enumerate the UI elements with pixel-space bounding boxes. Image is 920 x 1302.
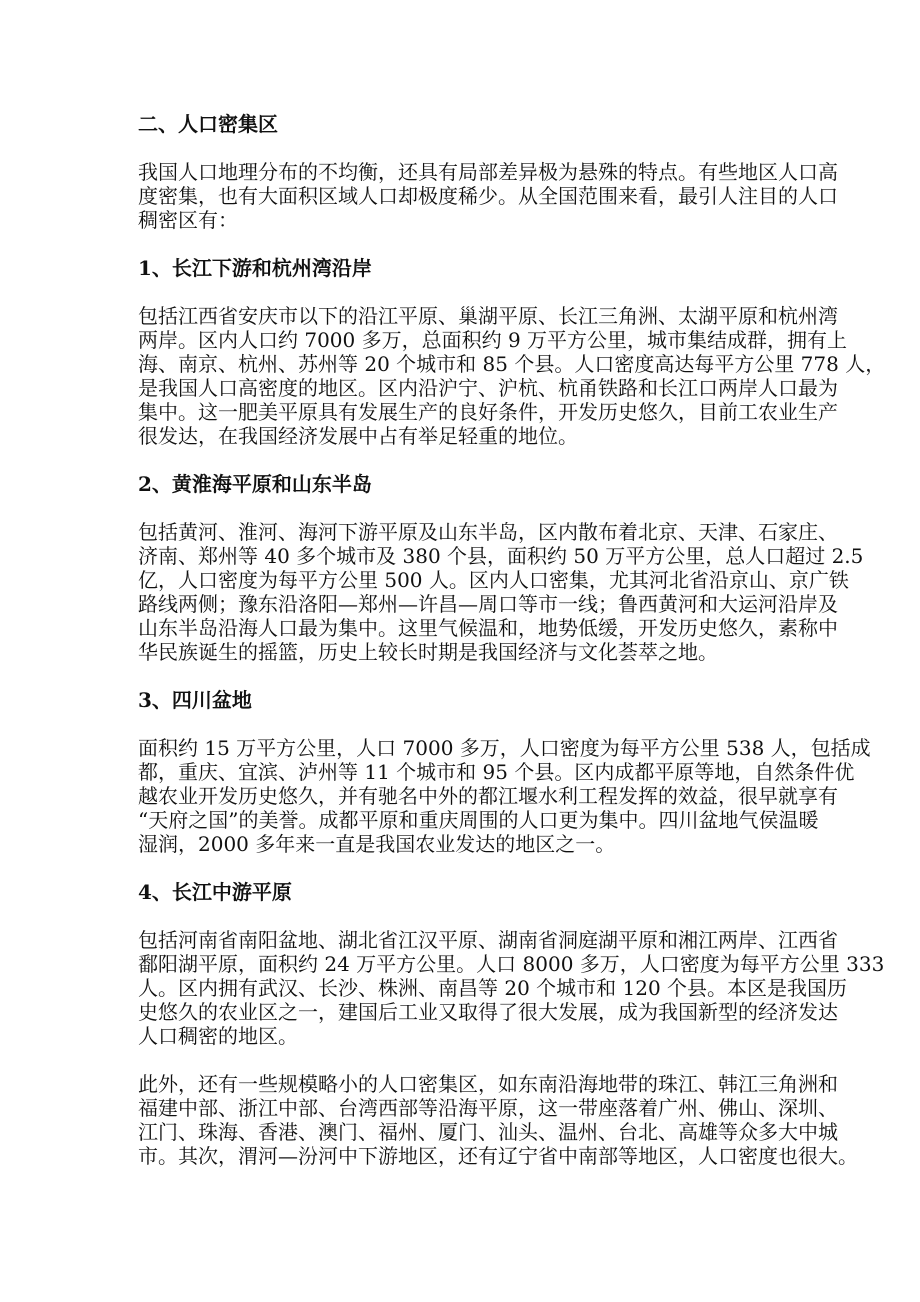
paragraph xyxy=(138,928,885,1048)
paragraph xyxy=(138,520,864,664)
text-line: 亿，人口密度为每平方公里 500 人。区内人口密集，尤其河北省沿京山、京广铁 xyxy=(138,568,849,592)
text-line: 面积约 15 万平方公里，人口 7000 多万，人口密度为每平方公里 538 人，包括成 xyxy=(138,736,871,760)
text-line: 市。其次，渭河—汾河中下游地区，还有辽宁省中南部等地区，人口密度也很大。 xyxy=(138,1144,858,1168)
text-line: 人口稠密的地区。 xyxy=(138,1024,298,1048)
text-line: 稠密区有： xyxy=(138,208,238,232)
section-heading: 4、长江中游平原 xyxy=(138,880,292,904)
section-heading: 3、四川盆地 xyxy=(138,688,252,712)
text-line: 很发达，在我国经济发展中占有举足轻重的地位。 xyxy=(138,424,578,448)
text-line: 包括河南省南阳盆地、湖北省江汉平原、湖南省洞庭湖平原和湘江两岸、江西省 xyxy=(138,928,838,952)
text-line: 人。区内拥有武汉、长沙、株洲、南昌等 20 个城市和 120 个县。本区是我国历 xyxy=(138,976,848,1000)
section-yangtze-lower xyxy=(138,256,886,448)
text-line: 我国人口地理分布的不均衡，还具有局部差异极为悬殊的特点。有些地区人口高 xyxy=(138,160,838,184)
text-line: 华民族诞生的摇篮，历史上较长时期是我国经济与文化荟萃之地。 xyxy=(138,640,718,664)
text-line: 路线两侧；豫东沿洛阳—郑州—许昌—周口等市一线；鲁西黄河和大运河沿岸及 xyxy=(138,592,838,616)
section-heading: 2、黄淮海平原和山东半岛 xyxy=(138,472,372,496)
text-line: 集中。这一肥美平原具有发展生产的良好条件，开发历史悠久，目前工农业生产 xyxy=(138,400,838,424)
section-heading: 1、长江下游和杭州湾沿岸 xyxy=(138,256,372,280)
text-line: 两岸。区内人口约 7000 多万，总面积约 9 万平方公里，城市集结成群，拥有上 xyxy=(138,328,848,352)
paragraph xyxy=(138,736,871,856)
text-line: 越农业开发历史悠久，并有驰名中外的都江堰水利工程发挥的效益，很早就享有 xyxy=(138,784,838,808)
paragraph xyxy=(138,160,838,232)
text-line: 度密集，也有大面积区域人口却极度稀少。从全国范围来看，最引人注目的人口 xyxy=(138,184,838,208)
document-body xyxy=(138,112,886,1192)
text-line: 济南、郑州等 40 多个城市及 380 个县，面积约 50 万平方公里，总人口超过 2.5 xyxy=(138,544,864,568)
section-intro xyxy=(138,112,838,232)
section-heading: 二、人口密集区 xyxy=(138,112,278,136)
text-line: 包括黄河、淮河、海河下游平原及山东半岛，区内散布着北京、天津、石家庄、 xyxy=(138,520,838,544)
text-line: 鄱阳湖平原，面积约 24 万平方公里。人口 8000 多万，人口密度为每平方公里 333 xyxy=(138,952,885,976)
section-huanghuaihai xyxy=(138,472,864,664)
text-line: 包括江西省安庆市以下的沿江平原、巢湖平原、长江三角洲、太湖平原和杭州湾 xyxy=(138,304,838,328)
text-line: 山东半岛沿海人口最为集中。这里气候温和，地势低缓，开发历史悠久，素称中 xyxy=(138,616,838,640)
text-line: “天府之国”的美誉。成都平原和重庆周围的人口更为集中。四川盆地气侯温暖 xyxy=(138,808,819,832)
text-line: 史悠久的农业区之一，建国后工业又取得了很大发展，成为我国新型的经济发达 xyxy=(138,1000,838,1024)
paragraph xyxy=(138,304,886,448)
text-line: 海、南京、杭州、苏州等 20 个城市和 85 个县。人口密度高达每平方公里 778 人， xyxy=(138,352,886,376)
closing-paragraph xyxy=(138,1072,858,1168)
text-line: 是我国人口高密度的地区。区内沿沪宁、沪杭、杭甬铁路和长江口两岸人口最为 xyxy=(138,376,838,400)
section-sichuan xyxy=(138,688,871,856)
section-yangtze-middle xyxy=(138,880,885,1048)
text-line: 都，重庆、宜滨、泸州等 11 个城市和 95 个县。区内成都平原等地，自然条件优 xyxy=(138,760,855,784)
text-line: 江门、珠海、香港、澳门、福州、厦门、汕头、温州、台北、高雄等众多大中城 xyxy=(138,1120,838,1144)
text-line: 此外，还有一些规模略小的人口密集区，如东南沿海地带的珠江、韩江三角洲和 xyxy=(138,1072,838,1096)
text-line: 湿润，2000 多年来一直是我国农业发达的地区之一。 xyxy=(138,832,616,856)
text-line: 福建中部、浙江中部、台湾西部等沿海平原，这一带座落着广州、佛山、深圳、 xyxy=(138,1096,838,1120)
